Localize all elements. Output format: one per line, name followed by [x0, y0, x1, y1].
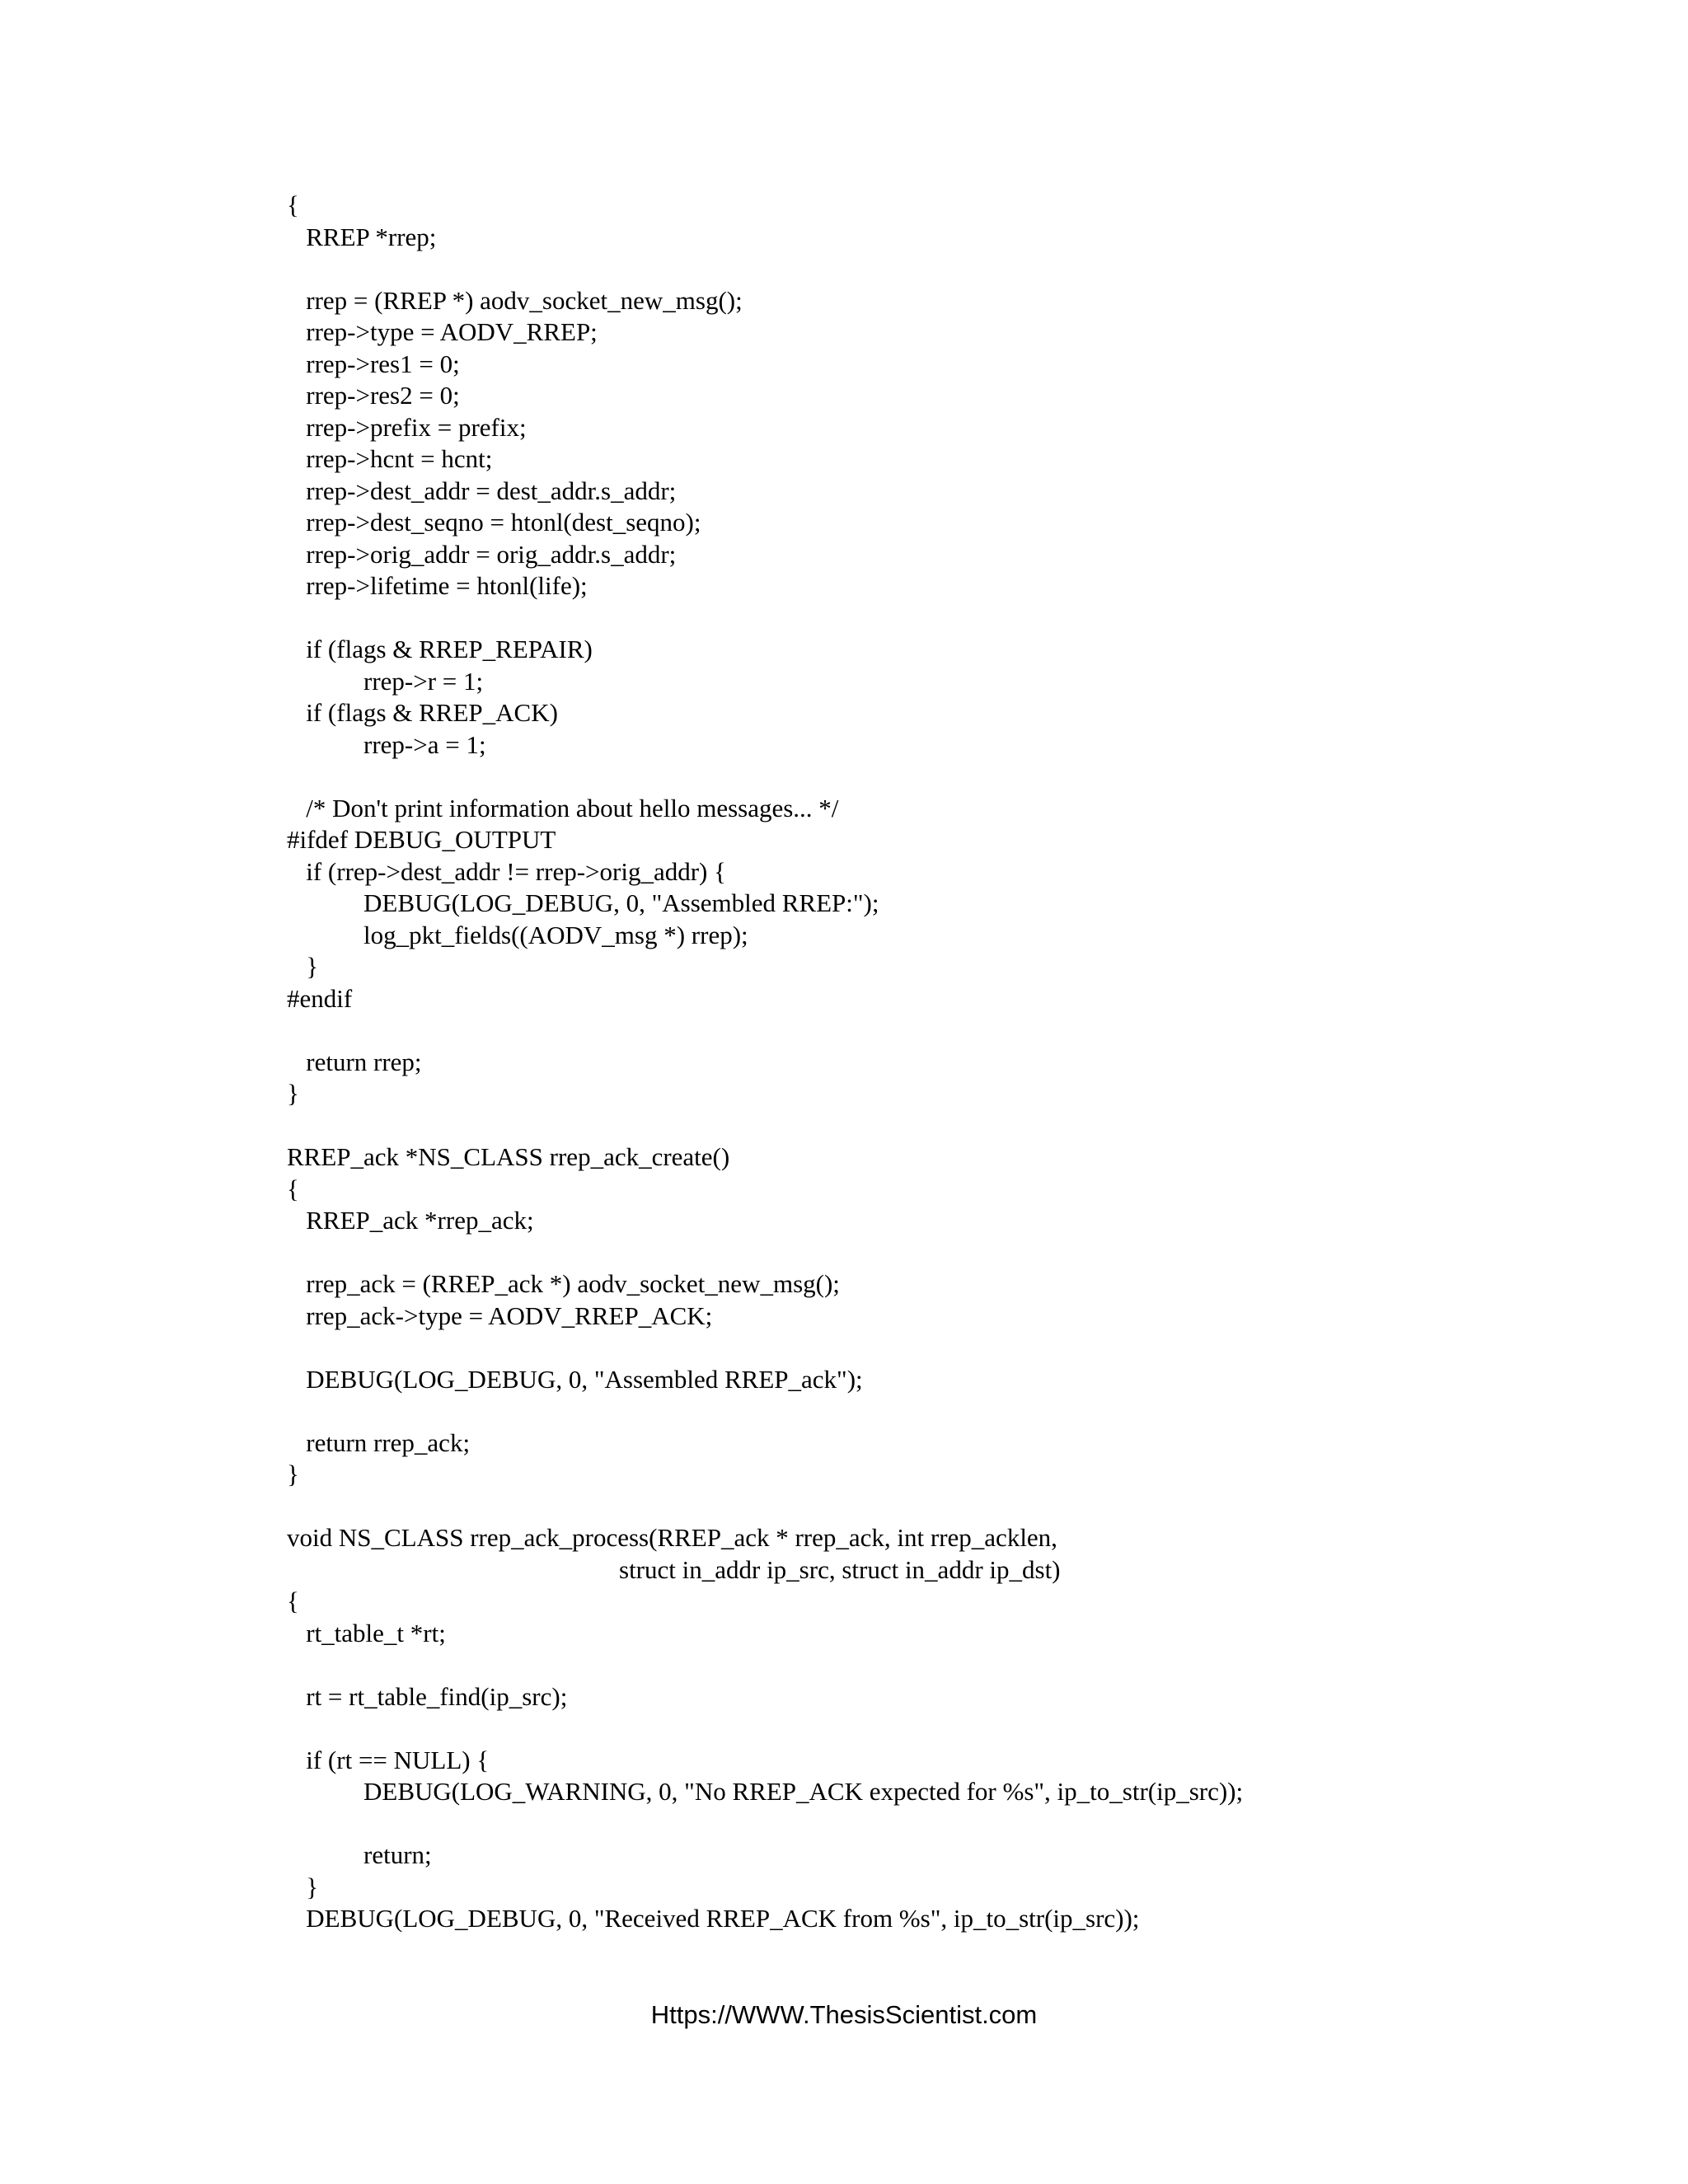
- code-line: rrep->lifetime = htonl(life);: [287, 571, 588, 600]
- code-line: [287, 1110, 1622, 1142]
- code-line: DEBUG(LOG_DEBUG, 0, "Received RREP_ACK from %s", ip_to_str(ip_src));: [287, 1904, 1140, 1933]
- code-line: [287, 1015, 1622, 1047]
- code-line: struct in_addr ip_src, struct in_addr ip_dst): [287, 1554, 1061, 1584]
- code-line: if (rrep->dest_addr != rrep->orig_addr) {: [287, 856, 726, 886]
- code-line: RREP_ack *rrep_ack;: [287, 1206, 534, 1235]
- code-line: [287, 1237, 1622, 1269]
- code-line: [287, 1395, 1622, 1427]
- code-line: rrep->orig_addr = orig_addr.s_addr;: [287, 539, 677, 569]
- code-line: rrep_ack = (RREP_ack *) aodv_socket_new_msg();: [287, 1269, 840, 1298]
- code-line: #endif: [287, 983, 353, 1013]
- code-line: }: [287, 1079, 299, 1108]
- code-line: rrep->res1 = 0;: [287, 349, 460, 378]
- code-line: [287, 1332, 1622, 1364]
- code-line: return rrep;: [287, 1047, 422, 1076]
- code-line: if (flags & RREP_REPAIR): [287, 635, 593, 663]
- code-line: DEBUG(LOG_DEBUG, 0, "Assembled RREP_ack");: [287, 1364, 863, 1394]
- code-line: DEBUG(LOG_DEBUG, 0, "Assembled RREP:");: [287, 888, 879, 917]
- code-line: [287, 602, 1622, 635]
- code-line: [287, 1713, 1622, 1745]
- code-line: rrep->r = 1;: [287, 666, 484, 696]
- code-line: if (flags & RREP_ACK): [287, 698, 558, 727]
- code-line: log_pkt_fields((AODV_msg *) rrep);: [287, 920, 748, 949]
- code-line: rrep->a = 1;: [287, 729, 486, 759]
- code-line: [287, 1808, 1622, 1840]
- code-line: return;: [287, 1840, 432, 1869]
- code-line: }: [287, 1872, 319, 1901]
- code-line: rrep->hcnt = hcnt;: [287, 444, 493, 473]
- code-line: rrep->dest_seqno = htonl(dest_seqno);: [287, 508, 701, 537]
- code-line: }: [287, 1460, 299, 1488]
- code-line: rt_table_t *rt;: [287, 1618, 446, 1647]
- code-line: [287, 1491, 1622, 1523]
- code-line: #ifdef DEBUG_OUTPUT: [287, 825, 556, 854]
- code-line: return rrep_ack;: [287, 1427, 471, 1457]
- footer-url: Https://WWW.ThesisScientist.com: [650, 2000, 1038, 2029]
- code-listing: [287, 190, 1622, 1935]
- code-line: void NS_CLASS rrep_ack_process(RREP_ack * rrep_ack, int rrep_acklen,: [287, 1523, 1057, 1552]
- code-line: rrep->res2 = 0;: [287, 381, 460, 410]
- code-line: rrep->type = AODV_RREP;: [287, 317, 598, 346]
- code-line: [287, 761, 1622, 793]
- code-line: rrep = (RREP *) aodv_socket_new_msg();: [287, 285, 743, 315]
- code-line: [287, 253, 1622, 285]
- code-line: rrep_ack->type = AODV_RREP_ACK;: [287, 1301, 713, 1330]
- code-line: {: [287, 190, 299, 219]
- code-line: {: [287, 1586, 299, 1615]
- code-line: rrep->dest_addr = dest_addr.s_addr;: [287, 476, 677, 505]
- code-line: /* Don't print information about hello messages... */: [287, 793, 839, 823]
- code-line: {: [287, 1174, 299, 1203]
- code-line: rt = rt_table_find(ip_src);: [287, 1681, 568, 1711]
- code-line: }: [287, 952, 319, 981]
- code-line: RREP *rrep;: [287, 222, 437, 251]
- code-line: if (rt == NULL) {: [287, 1745, 490, 1774]
- code-line: RREP_ack *NS_CLASS rrep_ack_create(): [287, 1142, 730, 1171]
- code-line: [287, 1649, 1622, 1681]
- code-line: DEBUG(LOG_WARNING, 0, "No RREP_ACK expected for %s", ip_to_str(ip_src));: [287, 1777, 1244, 1806]
- code-line: rrep->prefix = prefix;: [287, 412, 527, 442]
